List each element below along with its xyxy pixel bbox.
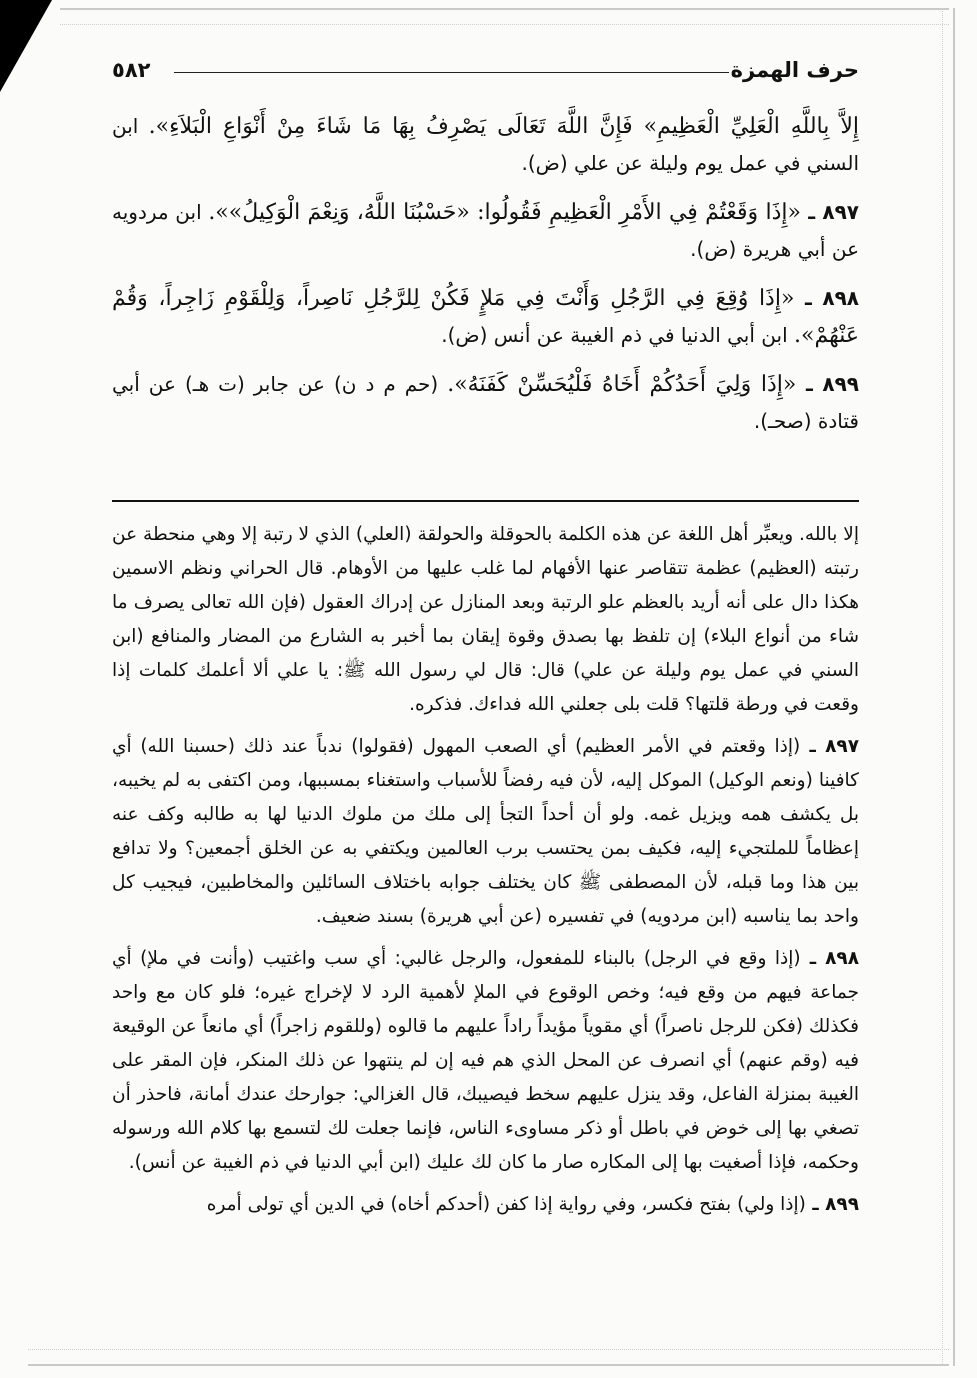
hadith-entry [112, 108, 859, 182]
chapter-title: حرف الهمزة [730, 58, 859, 82]
hadith-quote: «إِذَا وَقَعْتُمْ فِي الأَمْرِ الْعَظِيمِ فَقُولُوا: «حَسْبُنَا اللَّهُ، وَنِعْمَ الْوَكِيلُ»». [208, 200, 801, 225]
page-corner-shadow [0, 0, 52, 92]
commentary-number: ٨٩٧ ـ [800, 736, 859, 757]
hadith-number: ٨٩٨ ـ [794, 286, 859, 310]
hadith-number: ٨٩٩ ـ [796, 372, 860, 396]
commentary-entry [112, 518, 859, 722]
hadith-source: ابن مردويه عن أبي هريرة (ض). [112, 200, 859, 261]
hadith-quote: «إِذَا وَلِيَ أَحَدُكُمْ أَخَاهُ فَلْيُحَسِّنْ كَفَنَهُ». [447, 372, 797, 397]
commentary-entry [112, 1188, 859, 1222]
commentary-entry [112, 730, 859, 934]
commentary-text: إلا بالله. ويعبِّر أهل اللغة عن هذه الكلمة بالحوقلة والحولقة (العلي) الذي لا رتبة إلا وهي منحطة عن رتبته (العظيم) عظمة تتقاصر عنها الأفهام لما غلب عليها من الأوهام. قال الحراني ونظم الاسمين هكذا دال على أنه أريد بالعظم علو الرتبة وبعد المنازل عن إدراك العقول (فإن الله تعالى يصرف ما شاء من أنواع البلاء) إن تلفظ بها بصدق وقوة إيقان بما أخبر به الشارع من المضار والمنافع (ابن السني في عمل يوم وليلة عن علي) قال: قال لي رسول الله ﷺ: يا علي ألا أعلمك كلمات إذا وقعت في ورطة قلتها؟ قلت بلى جعلني الله فداءك. فذكره. [112, 524, 859, 715]
section-divider [112, 500, 859, 502]
commentary-section [112, 518, 859, 1230]
hadith-source: ابن أبي الدنيا في ذم الغيبة عن أنس (ض). [441, 323, 794, 347]
page-number: ٥٨٢ [112, 58, 151, 82]
commentary-entry [112, 942, 859, 1180]
commentary-number: ٨٩٨ ـ [800, 948, 859, 969]
header-rule [174, 72, 729, 73]
commentary-text: (إذا وقعتم في الأمر العظيم) أي الصعب المهول (فقولوا) ندباً عند ذلك (حسبنا الله) أي كافينا (ونعم الوكيل) الموكل إليه، لأن فيه رفضاً للأسباب واستغناء بمسببها، ومن اكتفى به لم يخيبه، بل يكشف همه ويزيل غمه. ولو أن أحداً التجأ إلى ملك من ملوك الدنيا لها به طالبه وكف عنه إعظاماً للملتجيء إليه، فكيف بمن يحتسب برب العالمين ويكتفي به عن الخلق أجمعين؟ ولا تدافع بين هذا وما قبله، لأن المصطفى ﷺ كان يختلف جوابه باختلاف السائلين والمخاطبين، فيجيب كل واحد بما يناسبه (ابن مردويه) في تفسيره (عن أبي هريرة) بسند ضعيف. [112, 736, 859, 927]
commentary-text: (إذا ولي) بفتح فكسر، وفي رواية إذا كفن (أحدكم أخاه) في الدين أي تولى أمره [206, 1194, 806, 1215]
commentary-text: (إذا وقع في الرجل) بالبناء للمفعول، والرجل غالبي: أي سب واغتيب (وأنت في ملإ) أي جماعة فيهم من وقع فيه؛ وخص الوقوع في الملإ لأهمية الرد لا لإخراج غيره؛ فلو كان مع واحد فكذلك (فكن للرجل ناصراً) أي مقوياً مؤيداً راداً عليهم ما قالوه (وللقوم زاجراً) أي مانعاً عن الوقيعة فيه (وقم عنهم) أي انصرف عن المحل الذي هم فيه إن لم ينتهوا عن ذلك المنكر، فإن المقر على الغيبة بمنزلة الفاعل، وقد ينزل عليهم سخط فيصيبك، قال الغزالي: جوارحك عندك أمانة، فاحذر أن تصغي بها إلى خوض في باطل أو ذكر مساوىء الناس، فإنما جعلت لك لتسمع بها كلام الله ورسوله وحكمه، فإذا أصغيت بها إلى المكاره صار ما كان لك عليك (ابن أبي الدنيا في ذم الغيبة عن أنس). [112, 948, 859, 1173]
top-decorative-border [60, 8, 949, 25]
hadith-source: ابن السني في عمل يوم وليلة عن علي (ض). [112, 114, 859, 175]
hadith-text-section [112, 108, 859, 452]
hadith-number: ٨٩٧ ـ [800, 200, 859, 224]
hadith-source: (حم م د ن) عن جابر (ت هـ) عن أبي قتادة (صحـ). [112, 372, 859, 433]
page-header [112, 58, 859, 88]
hadith-entry [112, 366, 859, 440]
hadith-entry [112, 280, 859, 354]
hadith-quote: إِلاَّ بِاللَّهِ الْعَلِيِّ الْعَظِيمِ» فَإِنَّ اللَّهَ تَعَالَى يَصْرِفُ بِهَا مَا شَاءَ مِنْ أَنْوَاعِ الْبَلاَءِ». [148, 114, 859, 139]
commentary-number: ٨٩٩ ـ [805, 1194, 859, 1215]
bottom-decorative-border [28, 1349, 949, 1366]
hadith-quote: «إِذَا وُقِعَ فِي الرَّجُلِ وَأَنْتَ فِي مَلإٍ فَكُنْ لِلرَّجُلِ نَاصِراً، وَلِلْقَوْمِ زَاجِراً، وَقُمْ عَنْهُمْ». [112, 286, 859, 348]
hadith-entry [112, 194, 859, 268]
right-decorative-border [942, 8, 955, 1366]
